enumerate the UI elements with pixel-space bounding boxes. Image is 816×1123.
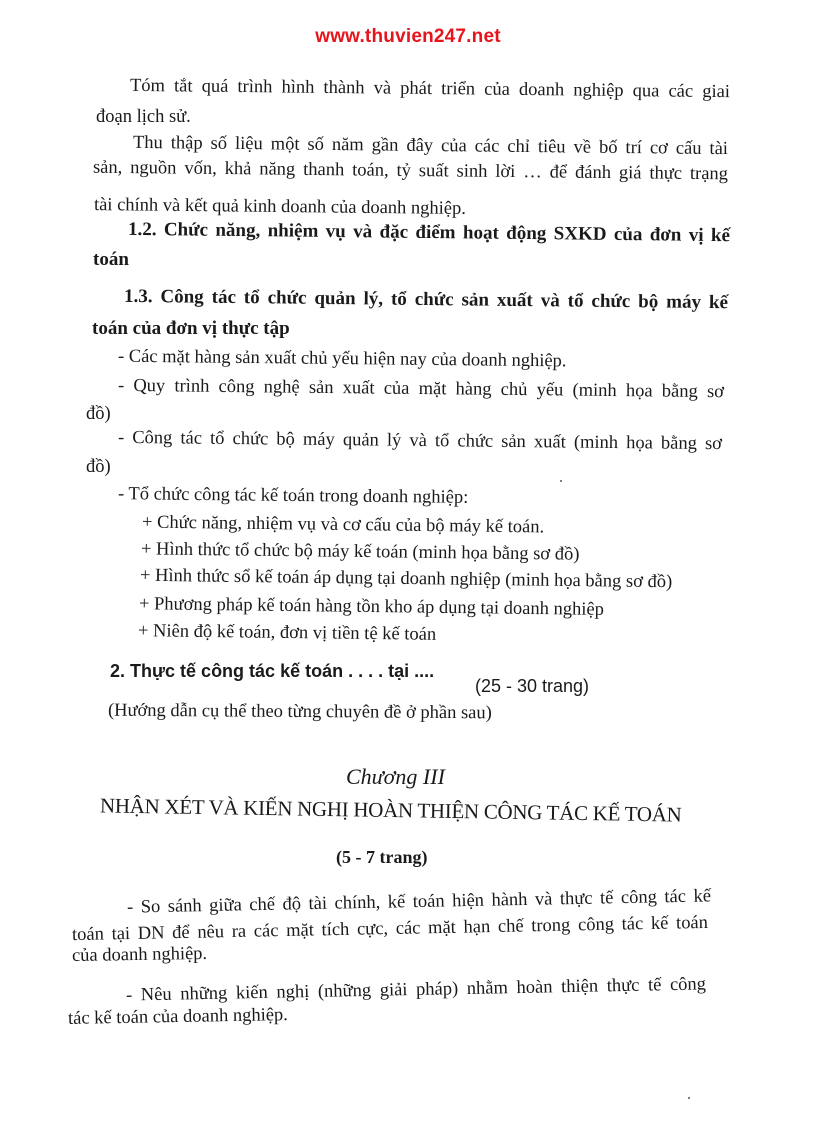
section-note: (Hướng dẫn cụ thể theo từng chuyên đề ở phần sau) — [107, 700, 492, 724]
chapter-label: Chương III — [346, 764, 445, 789]
bullet-item: - Quy trình công nghệ sản xuất của mặt hàng chủ yếu (minh họa bằng sơ — [117, 375, 725, 403]
sub-bullet-item: + Niên độ kế toán, đơn vị tiền tệ kế toán — [137, 621, 437, 645]
paragraph-line: Tóm tắt quá trình hình thành và phát triển của doanh nghiệp qua các giai — [129, 75, 731, 103]
paragraph-line: sản, nguồn vốn, khả năng thanh toán, tỷ suất sinh lời … để đánh giá thực trạng — [92, 157, 729, 185]
scan-speck — [688, 1097, 690, 1099]
section-heading-1-3-cont: toán của đơn vị thực tập — [92, 318, 290, 339]
paragraph-line: Thu thập số liệu một số năm gần đây của các chỉ tiêu về bố trí cơ cấu tài — [132, 132, 729, 160]
section-heading-1-2: 1.2. Chức năng, nhiệm vụ và đặc điểm hoạt động SXKD của đơn vị kế — [127, 218, 731, 247]
bullet-item: - Tổ chức công tác kế toán trong doanh nghiệp: — [117, 484, 469, 508]
chapter-pages: (5 - 7 trang) — [336, 847, 428, 867]
section-heading-2: 2. Thực tế công tác kế toán . . . . tại .... — [110, 661, 435, 681]
sub-bullet-item: + Chức năng, nhiệm vụ và cơ cấu của bộ máy kế toán. — [141, 512, 545, 538]
paragraph-line: - So sánh giữa chế độ tài chính, kế toán hiện hành và thực tế công tác kế — [126, 886, 712, 918]
paragraph-line: tài chính và kết quả kinh doanh của doanh nghiệp. — [93, 195, 467, 219]
bullet-item-cont: đồ) — [86, 404, 111, 424]
watermark-link[interactable]: www.thuvien247.net — [315, 26, 501, 47]
paragraph-line: - Nêu những kiến nghị (những giải pháp) nhằm hoàn thiện thực tế công — [125, 974, 707, 1006]
chapter-title: NHẬN XÉT VÀ KIẾN NGHỊ HOÀN THIỆN CÔNG TÁC KẾ TOÁN — [99, 793, 682, 827]
section-heading-1-2-cont: toán — [93, 249, 129, 270]
bullet-item-cont: đồ) — [86, 457, 111, 477]
paragraph-line: của doanh nghiệp. — [71, 943, 208, 967]
section-heading-1-3: 1.3. Công tác tổ chức quản lý, tổ chức sản xuất và tổ chức bộ máy kế — [123, 285, 729, 314]
sub-bullet-item: + Hình thức sổ kế toán áp dụng tại doanh nghiệp (minh họa bằng sơ đồ) — [139, 565, 673, 593]
paragraph-line: đoạn lịch sử. — [96, 107, 191, 127]
paragraph-line: tác kế toán của doanh nghiệp. — [67, 1005, 289, 1029]
sub-bullet-item: + Phương pháp kế toán hàng tồn kho áp dụng tại doanh nghiệp — [138, 594, 605, 620]
paragraph-line: toán tại DN để nêu ra các mặt tích cực, các mặt hạn chế trong công tác kế toán — [71, 912, 709, 946]
bullet-item: - Công tác tổ chức bộ máy quản lý và tổ chức sản xuất (minh họa bằng sơ — [117, 427, 723, 455]
scan-speck — [560, 480, 562, 482]
sub-bullet-item: + Hình thức tổ chức bộ máy kế toán (minh họa bằng sơ đồ) — [140, 539, 580, 565]
bullet-item: - Các mặt hàng sản xuất chủ yếu hiện nay của doanh nghiệp. — [117, 346, 567, 372]
section-heading-2-pages: (25 - 30 trang) — [475, 676, 590, 696]
